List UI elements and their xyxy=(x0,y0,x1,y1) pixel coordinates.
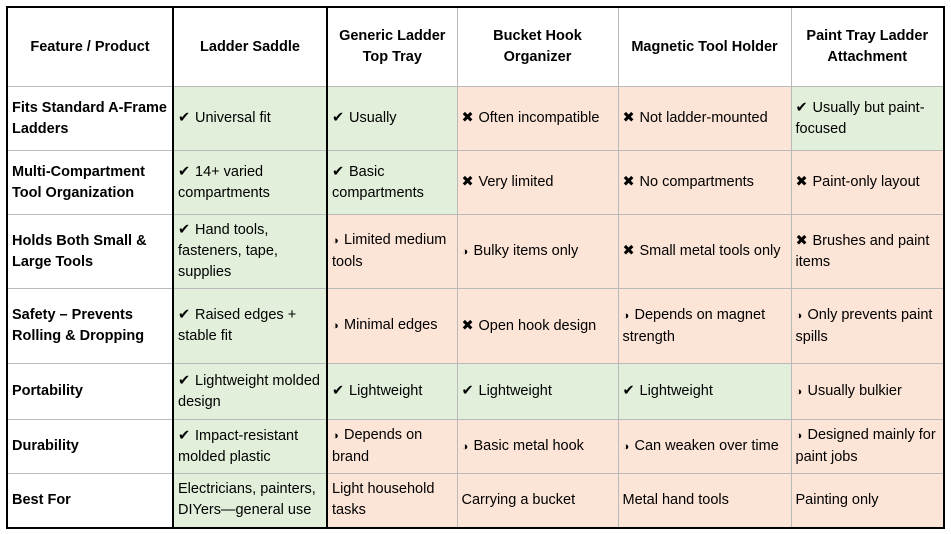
cell-text: Very limited xyxy=(478,174,554,190)
row-feature-label: Portability xyxy=(7,364,173,420)
table-cell xyxy=(457,151,618,215)
cell-text: Usually xyxy=(349,110,397,126)
half-circle-icon: ◑ xyxy=(795,309,803,322)
table-cell xyxy=(327,364,457,420)
half-circle-icon: ◑ xyxy=(795,385,803,398)
check-icon: ✔ xyxy=(178,163,191,180)
table-cell xyxy=(173,364,327,420)
cell-text: Brushes and paint items xyxy=(795,232,930,270)
half-circle-icon: ◑ xyxy=(461,440,469,453)
half-circle-icon: ◑ xyxy=(622,440,630,453)
table-row xyxy=(7,289,944,364)
row-feature-label: Holds Both Small & Large Tools xyxy=(7,215,173,289)
header-feature: Feature / Product xyxy=(7,7,173,87)
half-circle-icon: ◑ xyxy=(622,309,630,322)
cell-text: Often incompatible xyxy=(478,110,600,126)
cell-text: Metal hand tools xyxy=(622,491,729,508)
table-cell xyxy=(791,151,944,215)
cell-text: Designed mainly for paint jobs xyxy=(795,427,936,465)
cell-text: Impact-resistant molded plastic xyxy=(178,427,299,465)
table-cell xyxy=(327,289,457,364)
header-row xyxy=(7,7,944,87)
header-bucket-hook-organizer: Bucket Hook Organizer xyxy=(457,7,618,87)
half-circle-icon: ◑ xyxy=(332,235,339,247)
cross-icon: ✖ xyxy=(622,174,635,190)
table-row xyxy=(7,364,944,420)
cell-text: Hand tools, fasteners, tape, supplies xyxy=(178,222,278,280)
table-cell xyxy=(791,215,944,289)
cell-text: Can weaken over time xyxy=(634,437,779,454)
table-row xyxy=(7,474,944,528)
check-icon: ✔ xyxy=(178,222,191,238)
check-icon: ✔ xyxy=(178,110,191,126)
header-ladder-saddle: Ladder Saddle xyxy=(173,7,327,87)
row-feature-label: Best For xyxy=(7,474,173,528)
table-cell xyxy=(618,420,791,474)
cell-text: Paint-only layout xyxy=(812,174,920,190)
check-icon: ✔ xyxy=(178,307,191,323)
cell-text: Depends on magnet strength xyxy=(622,306,766,345)
table-cell xyxy=(327,151,457,215)
half-circle-icon: ◑ xyxy=(461,245,469,258)
table-cell xyxy=(173,151,327,215)
check-icon: ✔ xyxy=(622,383,635,399)
table-cell xyxy=(791,364,944,420)
table-cell xyxy=(327,87,457,151)
table-cell xyxy=(618,87,791,151)
row-feature-label: Multi-Compartment Tool Organization xyxy=(7,151,173,215)
row-feature-label: Fits Standard A-Frame Ladders xyxy=(7,87,173,151)
cell-text: Only prevents paint spills xyxy=(795,306,933,345)
cross-icon: ✖ xyxy=(795,232,808,249)
table-cell xyxy=(457,289,618,364)
cell-text: Basic metal hook xyxy=(473,437,584,454)
cell-text: Lightweight xyxy=(639,383,713,399)
table-cell xyxy=(327,474,457,528)
comparison-table xyxy=(6,6,945,529)
cell-text: Universal fit xyxy=(195,110,271,126)
cell-text: 14+ varied compartments xyxy=(178,163,270,201)
header-generic-ladder-top-tray: Generic Ladder Top Tray xyxy=(327,7,457,87)
check-icon: ✔ xyxy=(332,110,345,126)
table-cell xyxy=(791,420,944,474)
cell-text: Carrying a bucket xyxy=(461,491,576,508)
check-icon: ✔ xyxy=(795,99,808,116)
table-cell xyxy=(457,87,618,151)
table-cell xyxy=(173,474,327,528)
check-icon: ✔ xyxy=(178,372,191,389)
cross-icon: ✖ xyxy=(622,243,635,259)
half-circle-icon: ◑ xyxy=(332,430,339,442)
row-feature-label: Safety – Prevents Rolling & Dropping xyxy=(7,289,173,364)
cell-text: Raised edges + stable fit xyxy=(178,307,297,344)
cell-text: Open hook design xyxy=(478,317,597,334)
cell-text: Small metal tools only xyxy=(639,243,781,259)
half-circle-icon: ◑ xyxy=(795,430,803,442)
table-cell xyxy=(618,474,791,528)
table-cell xyxy=(327,215,457,289)
cell-text: Minimal edges xyxy=(344,317,438,333)
check-icon: ✔ xyxy=(332,163,345,180)
cell-text: Lightweight molded design xyxy=(178,372,320,410)
header-paint-tray-ladder-attachment: Paint Tray Ladder Attachment xyxy=(791,7,944,87)
table-cell xyxy=(457,364,618,420)
cell-text: Bulky items only xyxy=(473,242,579,259)
cell-text: Limited medium tools xyxy=(332,232,447,270)
table-cell xyxy=(618,364,791,420)
cell-text: No compartments xyxy=(639,174,754,190)
check-icon: ✔ xyxy=(332,383,345,399)
table-cell xyxy=(327,420,457,474)
cell-text: Usually but paint-focused xyxy=(795,99,925,137)
cell-text: Painting only xyxy=(795,491,879,508)
table-cell xyxy=(791,474,944,528)
cross-icon: ✖ xyxy=(795,174,808,190)
table-cell xyxy=(618,289,791,364)
cross-icon: ✖ xyxy=(461,174,474,190)
table-row xyxy=(7,151,944,215)
table-row xyxy=(7,215,944,289)
table-cell xyxy=(173,215,327,289)
cell-text: Light household tasks xyxy=(332,481,435,519)
table-cell xyxy=(173,420,327,474)
cell-text: Lightweight xyxy=(478,383,552,399)
table-cell xyxy=(457,215,618,289)
cross-icon: ✖ xyxy=(461,110,474,126)
table-cell xyxy=(791,289,944,364)
cell-text: Electricians, painters, DIYers—general use xyxy=(178,481,316,519)
cross-icon: ✖ xyxy=(622,110,635,126)
table-cell xyxy=(457,474,618,528)
header-magnetic-tool-holder: Magnetic Tool Holder xyxy=(618,7,791,87)
cell-text: Not ladder-mounted xyxy=(639,110,768,126)
comparison-table-container xyxy=(6,6,945,529)
cell-text: Depends on brand xyxy=(332,427,423,465)
check-icon: ✔ xyxy=(178,427,191,444)
table-cell xyxy=(618,151,791,215)
table-row xyxy=(7,87,944,151)
table-cell xyxy=(457,420,618,474)
half-circle-icon: ◑ xyxy=(332,320,339,332)
cell-text: Lightweight xyxy=(349,383,423,399)
table-cell xyxy=(173,87,327,151)
cell-text: Usually bulkier xyxy=(807,382,902,399)
check-icon: ✔ xyxy=(461,383,474,399)
table-row xyxy=(7,420,944,474)
table-cell xyxy=(618,215,791,289)
cell-text: Basic compartments xyxy=(332,163,424,201)
cross-icon: ✖ xyxy=(461,317,474,334)
table-cell xyxy=(173,289,327,364)
table-cell xyxy=(791,87,944,151)
row-feature-label: Durability xyxy=(7,420,173,474)
